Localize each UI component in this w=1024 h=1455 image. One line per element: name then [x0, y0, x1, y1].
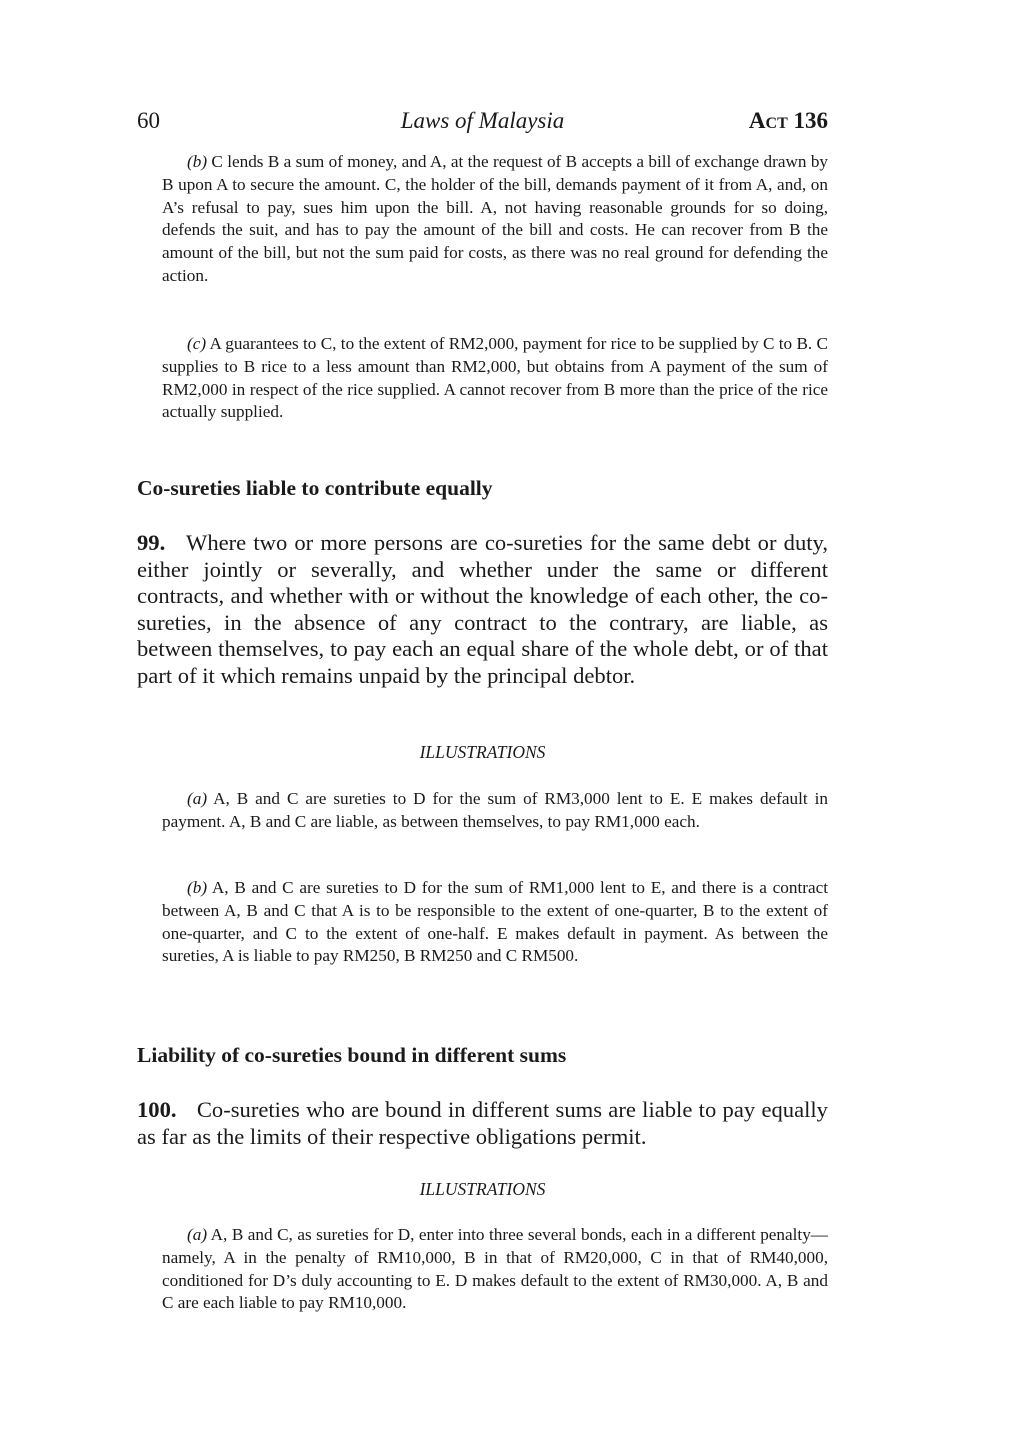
- illustration-text: A, B and C, as sureties for D, enter into three several bonds, each in a different penalty—namely, A in the penalty of RM10,000, B in that of RM20,000, C in that of RM40,000, conditioned for D’s duly accounting to E. D makes default to the extent of RM30,000. A, B and C are each liable to pay RM10,000.: [162, 1225, 828, 1313]
- illustration-text: A guarantees to C, to the extent of RM2,000, payment for rice to be supplied by C to B. C supplies to B rice to a less amount than RM2,000, but obtains from A payment of the sum of RM2,000 in respect of the rice supplied. A cannot recover from B more than the price of the rice actually supplied.: [162, 334, 828, 422]
- illustrations-title: ILLUSTRATIONS: [419, 1179, 546, 1199]
- illustration-a: [162, 1224, 828, 1315]
- act-number: Act 136: [748, 108, 828, 133]
- illustration-text: A, B and C are sureties to D for the sum of RM3,000 lent to E. E makes default in payment. A, B and C are liable, as between themselves, to pay RM1,000 each.: [162, 789, 829, 831]
- section-text: Co-sureties who are bound in different sums are liable to pay equally as far as the limits of their respective obligations permit.: [137, 1097, 828, 1149]
- document-title: Laws of Malaysia: [400, 108, 565, 133]
- illustration-label: (b): [187, 878, 208, 897]
- illustration-label: (c): [187, 334, 207, 353]
- section-99-heading: Co-sureties liable to contribute equally: [137, 476, 493, 500]
- illustration-b-prev: [162, 151, 828, 288]
- illustration-text: A, B and C are sureties to D for the sum of RM1,000 lent to E, and there is a contract between A, B and C that A is to be responsible to the extent of one-quarter, B to the extent of one-quarter, and C to the extent of one-half. E makes default in payment. As between the sureties, A is liable to pay RM250, B RM250 and C RM500.: [162, 878, 828, 966]
- page-number: 60: [137, 108, 160, 133]
- page-header: [137, 108, 828, 136]
- section-text: Where two or more persons are co-sureties for the same debt or duty, either jointly or severally, and whether under the same or different contracts, and whether with or without the knowledge of each other, the co-sureties, in the absence of any contract to the contrary, are liable, as between themselves, to pay each an equal share of the whole debt, or of that part of it which remains unpaid by the principal debtor.: [137, 530, 829, 688]
- section-100-heading: Liability of co-sureties bound in different sums: [137, 1043, 567, 1067]
- illustration-b: [162, 877, 828, 968]
- illustration-label: (a): [187, 789, 208, 808]
- illustration-label: (a): [187, 1225, 208, 1244]
- illustration-label: (b): [187, 152, 208, 171]
- section-100-body: [137, 1097, 828, 1150]
- section-99-body: [137, 530, 828, 689]
- illustrations-title: ILLUSTRATIONS: [419, 742, 546, 762]
- illustration-text: C lends B a sum of money, and A, at the request of B accepts a bill of exchange drawn by B upon A to secure the amount. C, the holder of the bill, demands payment of it from A, and, on A’s refusal to pay, sues him upon the bill. A, not having reasonable grounds for so doing, defends the suit, and has to pay the amount of the bill and costs. He can recover from B the amount of the bill, but not the sum paid for costs, as there was no real ground for defending the action.: [162, 152, 829, 285]
- section-number: 99.: [137, 530, 166, 555]
- illustration-c-prev: [162, 333, 828, 424]
- section-number: 100.: [137, 1097, 177, 1122]
- illustration-a: [162, 788, 828, 834]
